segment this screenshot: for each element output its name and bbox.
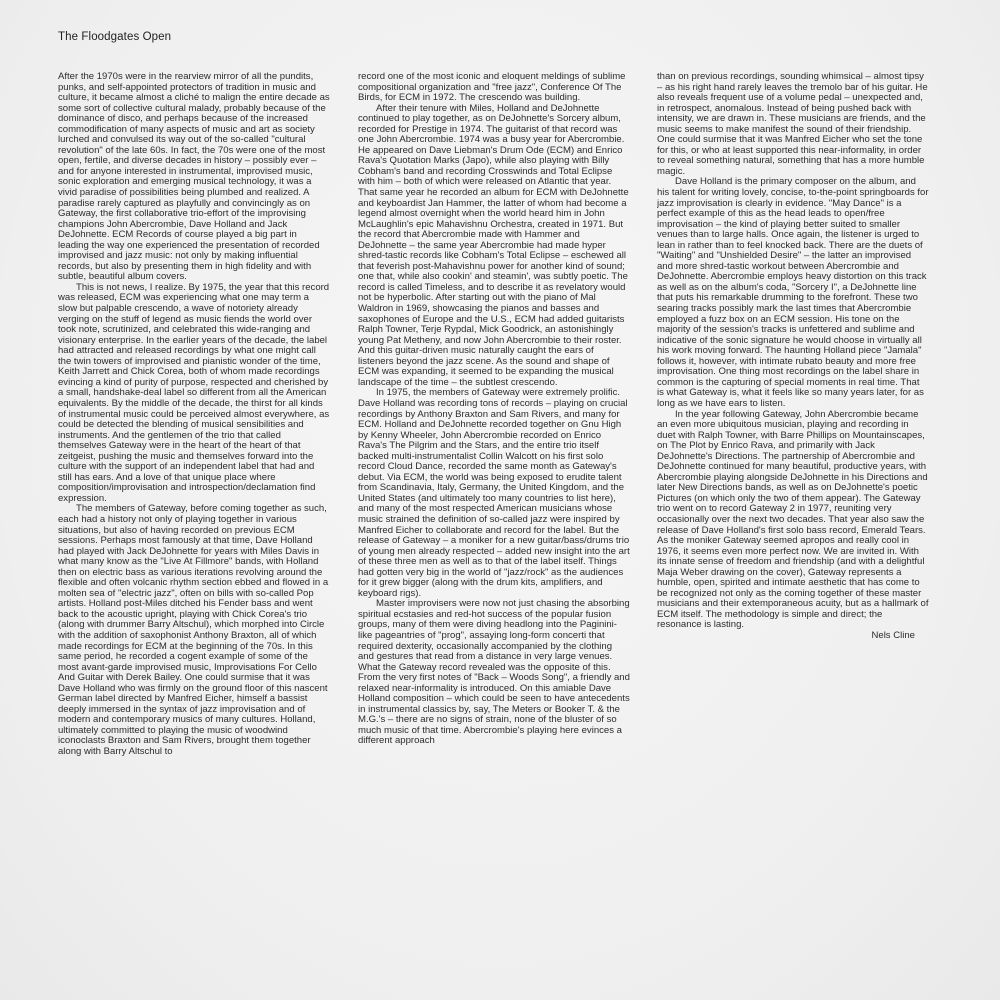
text-column-2 (358, 72, 630, 982)
paragraph: This is not news, I realize. By 1975, the year that this record was released, ECM was experiencing what one may term a slow but palpable crescendo, a wave of notoriety already verging on the stuff of legend as music fiends the world over took note, scrutinized, and celebrated this wide-ranging and visionary enterprise. In the earlier years of the decade, the label had attracted and released recordings by what one might call the twin towers of improvised and pianistic wonder of the time, Keith Jarrett and Chick Corea, both of whom made recordings evincing a kind of purity of purpose, respected and cherished by a small, handshake-deal label so different from all the American equivalents. By the middle of the decade, the thirst for all kinds of instrumental music could be perceived almost everywhere, as could be detected the blending of musical sensibilities and instruments. And the gentlemen of the trio that called themselves Gateway were in the heart of the heart of that zeitgeist, pushing the music and themselves forward into the culture with the support of an independent label that had and still has ears. And a love of that unique place where composition/improvisation and introspection/declamation find expression. (58, 281, 330, 504)
paragraph: In 1975, the members of Gateway were extremely prolific. Dave Holland was recording tons of records – playing on crucial recordings by Anthony Braxton and Sam Rivers, and many for ECM. Holland and DeJohnette recorded together on Gnu High by Kenny Wheeler, John Abercrombie recorded on Enrico Rava's The Pilgrim and the Stars, and the entire trio itself backed multi-instrumentalist Collin Walcott on his first solo record Cloud Dance, recorded the same month as Gateway's debut. Via ECM, the world was being exposed to erudite talent from Scandinavia, Italy, Germany, the United Kingdom, and the United States (and ultimately too many countries to list here), and many of the most respected American musicians whose music strained the definition of so-called jazz were inspired by Manfred Eicher to collaborate and record for the label. But the release of Gateway – a moniker for a new guitar/bass/drums trio of young men already respected – added new insight into the art of these three men as well as to that of the label itself. Things had gotten very big in the world of "jazz/rock" as the audiences for it grew bigger (along with the drum kits, amplifiers, and keyboard rigs). (358, 387, 630, 599)
text-column-1 (58, 72, 330, 982)
paragraph: After the 1970s were in the rearview mirror of all the pundits, punks, and self-appointed protectors of tradition in music and culture, it became almost a cliché to malign the entire decade as some sort of collective cultural malady, probably because of the dominance of disco, and perhaps because of the increased commodification of many aspects of music and art as society lurched and convulsed its way out of the so-called "cultural revolution" of the late 60s. In fact, the 70s were one of the most open, fertile, and diverse decades in history – possibly ever – and for anyone interested in instrumental, improvised music, sonic exploration and emerging musical technology, it was a vivid paradise of possibilities being plumbed and realized. A paradise rarely captured as playfully and convincingly as on Gateway, the first collaborative trio-effort of the improvising champions John Abercrombie, Dave Holland and Jack DeJohnette. ECM Records of course played a big part in leading the way one experienced the presentation of recorded improvised and jazz music: not only by making influential records, but also by presenting them in high fidelity and with subtle, beautiful album covers. (58, 72, 330, 283)
paragraph: Dave Holland is the primary composer on the album, and his talent for writing lovely, concise, to-the-point springboards for jazz improvisation is clearly in evidence. "May Dance" is a perfect example of this as the head leads to open/free improvisation – the kind of playing better suited to smaller venues than to large halls. Once again, the listener is urged to lean in rather than to feel knocked back. There are the duets of "Waiting" and "Unshielded Desire" – the latter an improvised and more shred-tastic workout between Abercrombie and DeJohnette. Abercrombie employs heavy distortion on this track as well as on the album's coda, "Sorcery I", a DeJohnette line that puts his remarkable drumming to the forefront. These two searing tracks possibly mark the last times that Abercrombie employed a fuzz box on an ECM session. His tone on the majority of the session's tracks is unfettered and sublime and indicative of the sonic signature he would choose in virtually all his work moving forward. The haunting Holland piece "Jamala" follows it, however, with intimate rubato beauty and more free improvisation. One thing most recordings on the label share in common is the capturing of special moments in real time. That is what Gateway is, what it feels like so many years later, for as long as we have ears to listen. (657, 176, 929, 409)
paragraph: After their tenure with Miles, Holland and DeJohnette continued to play together, as on DeJohnette's Sorcery album, recorded for Prestige in 1974. The guitarist of that record was one John Abercrombie. 1974 was a busy year for Abercrombie. He appeared on Dave Liebman's Drum Ode (ECM) and Enrico Rava's Quotation Marks (Japo), while also playing with Billy Cobham's band and recording Crosswinds and Total Eclipse with him – both of which were released on Atlantic that year. That same year he recorded an album for ECM with DeJohnette and keyboardist Jan Hammer, the latter of whom had become a legend almost overnight when the world heard him in John McLaughlin's epic Mahavishnu Orchestra, created in 1971. But the record that Abercrombie made with Hammer and DeJohnette – the same year Abercrombie had made hyper shred-tastic records like Cobham's Total Eclipse – eschewed all that feverish post-Mahavishnu power for another kind of sound; one that, while also cookin' and steamin', was subtly poetic. The record is called Timeless, and to describe it as revelatory would not be hyperbolic. After starting out with the piano of Mal Waldron in 1969, showcasing the pianos and basses and saxophones of Europe and the U.S., ECM had added guitarists Ralph Towner, Terje Rypdal, Mick Goodrick, an astonishingly young Pat Metheny, and now John Abercrombie to their roster. And this guitar-driven music naturally caught the ears of listeners beyond the jazz scene. As the sound and shape of ECM was expanding, it seemed to be expanding the musical landscape of the time – the subtlest crescendo. (358, 102, 629, 388)
paragraph: Master improvisers were now not just chasing the absorbing spiritual ecstasies and red-hot success of the popular fusion groups, many of them were diving headlong into the Paginini-like pageantries of "prog", assaying long-form concerti that required dexterity, occasionally accompanied by the clothing and gestures that read from a distance in very large venues. What the Gateway record revealed was the opposite of this. From the very first notes of "Back – Woods Song", a friendly and relaxed near-informality is introduced. On this amiable Dave Holland composition – which could be seen to have antecedents in instrumental classics by, say, The Meters or Booker T. & the M.G.'s – there are no signs of strain, none of the bluster of so much music of that time. Abercrombie's playing here evinces a different approach (358, 598, 630, 747)
paragraph: record one of the most iconic and eloquent meldings of sublime compositional organization and "free jazz", Conference Of The Birds, for ECM in 1972. The crescendo was building. (358, 72, 626, 104)
author-signature: Nels Cline (871, 629, 915, 641)
page-title: The Floodgates Open (58, 31, 172, 43)
paragraph: The members of Gateway, before coming together as such, each had a history not only of playing together in various situations, but also of having recorded on previous ECM sessions. Perhaps most famously at that time, Dave Holland had played with Jack DeJohnette for years with Miles Davis in what many know as the "Live At Fillmore" bands, with Holland then on electric bass as various iterations revolving around the flexible and often volcanic rhythm section ebbed and flowed in a molten sea of "electric jazz", often on bills with so-called Pop artists. Holland post-Miles ditched his Fender bass and went back to the acoustic upright, playing with Chick Corea's trio (along with drummer Barry Altschul), which morphed into Circle with the addition of saxophonist Anthony Braxton, all of which made recordings for ECM at the beginning of the 70s. In this same period, he recorded a cogent example of some of the most avant-garde improvised music, Improvisations For Cello And Guitar with Derek Bailey. One could surmise that it was Dave Holland who was firmly on the ground floor of this nascent German label directed by Manfred Eicher, himself a bassist deeply immersed in the syntax of jazz improvisation and of modern and contemporary musics of many cultures. Holland, ultimately committed to playing the music of woodwind iconoclasts Braxton and Sam Rivers, brought them together along with Barry Altschul to (58, 503, 329, 757)
paragraph: than on previous recordings, sounding whimsical – almost tipsy – as his right hand rarely leaves the tremolo bar of his guitar. He also reveals frequent use of a volume pedal – unexpected and, in retrospect, anomalous. Instead of being pushed back with intensity, we are drawn in. These musicians are friends, and the music seems to make manifest the sound of their friendship. One could surmise that it was Manfred Eicher who set the tone for this, or who at least supported this near-informality, in order to reveal something natural, something that has a more humble magic. (657, 72, 928, 177)
text-column-3 (657, 72, 929, 982)
paragraph: In the year following Gateway, John Abercrombie became an even more ubiquitous musician, playing and recording in duet with Ralph Towner, with Barre Phillips on Mountainscapes, on The Plot by Enrico Rava, and primarily with Jack DeJohnette's Directions. The partnership of Abercrombie and DeJohnette continued for many beautiful, productive years, with Abercrombie playing alongside DeJohnette in his Directions and later New Directions bands, as well as on DeJohnette's poetic Pictures (on which only the two of them appear). The Gateway trio went on to record Gateway 2 in 1977, reuniting very occasionally over the next two decades. That year also saw the release of Dave Holland's first solo bass record, Emerald Tears. As the moniker Gateway seemed apropos and really cool in 1976, it seems even more perfect now. We are invited in. With its innate sense of freedom and friendship (and with a delightful Maja Weber drawing on the cover), Gateway represents a humble, open, spirited and intimate aesthetic that has come to be recognized not only as the coming together of these master musicians and their extemporaneous acuity, but as a hallmark of ECM itself. The methodology is simple and direct; the resonance is lasting. (657, 408, 929, 631)
